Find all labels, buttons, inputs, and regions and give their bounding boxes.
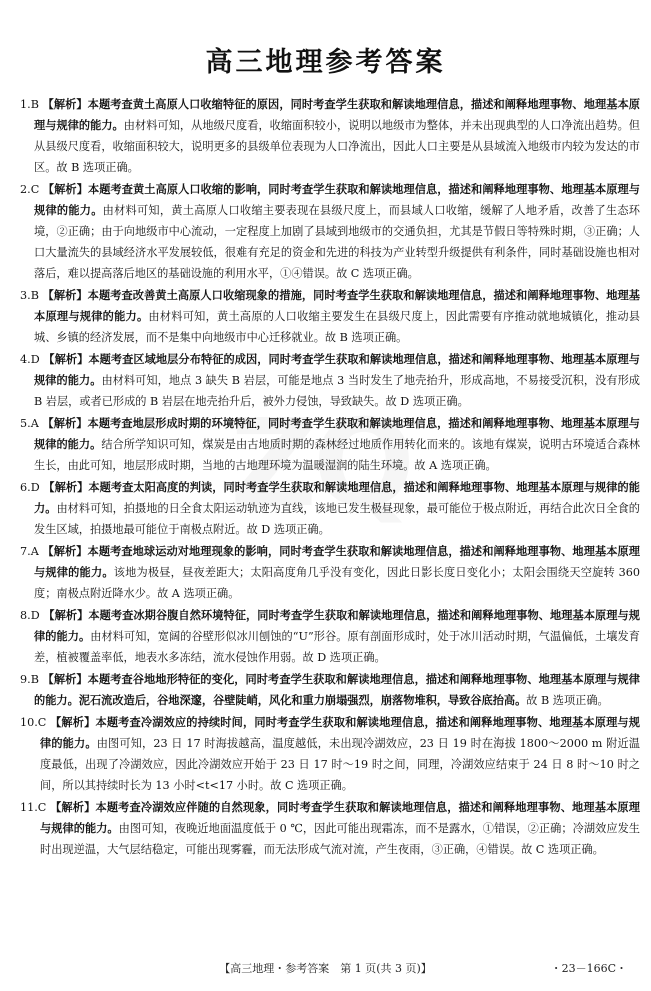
answer-item [20, 541, 640, 604]
answer-choice: B [30, 289, 39, 302]
analysis-text: 由材料可知，黄土高原人口收缩主要表现在县级尺度上，而县域人口收缩，缓解了人地矛盾，改善了生态环境，②正确；由于向地级市中心流动，一定程度上加剧了县域到地级市的交通负担，尤其是节假日等特殊时期，③正确；人口大量流失的县域经济水平发展较低，很难有充足的资金和先进的科技为产业转型升级提供有利条件，同时基础设施也相对落后，难以提高落后地区的基础设施的利用水平，①④错误。故 C 选项正确。 [34, 204, 640, 280]
analysis-text: 由材料可知，从地级尺度看，收缩面积较小，说明以地级市为整体，并未出现典型的人口净流出趋势。但从县级尺度看，收缩面积较大，说明更多的县级单位表现为人口净流出，因此人口主要是从县域流入地级市内较为发达的市区。故 B 选项正确。 [34, 119, 640, 174]
analysis-lead: 本题考查谷地地形特征的变化，同时考查学生获取和解读地理信息，描述和阐释地理事物、地理基本原理与规律的能力。泥石流改造后，谷地深邃，谷壁陡峭，风化和重力崩塌强烈，崩落物堆积，导致谷底抬高。 [34, 672, 640, 707]
answer-choice: B [30, 673, 39, 686]
analysis-tag: 【解析】 [43, 608, 89, 622]
analysis-text: 结合所学知识可知，煤炭是由古地质时期的森林经过地质作用转化而来的。该地有煤炭，说明古环境适合森林生长，由此可知，地层形成时期，当地的古地理环境为温暖湿润的陆生环境。故 A 选项正确。 [34, 438, 640, 472]
analysis-text: 由材料可知，黄土高原的人口收缩主要发生在县级尺度上，因此需要有序推动就地城镇化，推动县城、乡镇的经济发展，而不是集中向地级市中心迁移就业。故 B 选项正确。 [34, 310, 640, 344]
answer-number: 2. [20, 183, 31, 196]
answer-item [20, 605, 640, 668]
answer-item [20, 349, 640, 412]
answer-item [20, 477, 640, 540]
answer-number: 8. [20, 609, 31, 622]
footer-page-info: 【高三地理・参考答案 第 1 页(共 3 页)】 [219, 962, 432, 975]
answer-choice: A [30, 545, 39, 558]
analysis-text: 该地为极昼，昼夜差距大；太阳高度角几乎没有变化，因此日影长度日变化小；太阳会围绕天空旋转 360 度；南极点附近降水少。故 A 选项正确。 [34, 566, 640, 600]
answer-item [20, 712, 640, 796]
analysis-text: 由材料可知，地点 3 缺失 B 岩层，可能是地点 3 当时发生了地壳抬升，形成高地，不易接受沉积，没有形成 B 岩层，或者已形成的 B 岩层在地壳抬升后，被外力侵蚀，导致缺失。故 D 选项正确。 [34, 374, 640, 408]
answer-item [20, 179, 640, 284]
analysis-tag: 【解析】 [42, 416, 88, 430]
answer-item [20, 413, 640, 476]
analysis-lead: 本题考查地球运动对地理现象的影响，同时考查学生获取和解读地理信息，描述和阐释地理事物、地理基本原理与规律的能力。 [34, 544, 640, 579]
answer-item [20, 285, 640, 348]
answer-item [20, 94, 640, 178]
analysis-lead: 本题考查地层形成时期的环境特征，同时考查学生获取和解读地理信息，描述和阐释地理事物、地理基本原理与规律的能力。 [34, 416, 640, 451]
analysis-lead: 本题考查黄土高原人口收缩的影响，同时考查学生获取和解读地理信息，描述和阐释地理事物、地理基本原理与规律的能力。 [34, 182, 640, 217]
answer-number: 9. [20, 673, 31, 686]
answer-number: 5. [20, 417, 31, 430]
analysis-text: 故 B 选项正确。 [526, 694, 609, 707]
page-title: 高三地理参考答案 [205, 47, 446, 78]
analysis-tag: 【解析】 [42, 97, 88, 111]
analysis-text: 由图可知，23 日 17 时海拔越高，温度越低，未出现冷湖效应，23 日 19 时在海拔 1800～2000 m 附近温度最低，出现了冷湖效应，因此冷湖效应开始于 23 日 17 时～19 时之间，同理，冷湖效应结束于 24 日 8 时～10 时之间，所以其持续时长为 13 小时<t<17 小时。故 C 选项正确。 [40, 737, 640, 792]
answer-choice: C [37, 801, 47, 814]
answer-number: 4. [20, 353, 31, 366]
answer-choice: D [30, 353, 40, 366]
answer-choice: A [30, 417, 39, 430]
analysis-lead: 本题考查改善黄土高原人口收缩现象的措施，同时考查学生获取和解读地理信息，描述和阐释地理事物、地理基本原理与规律的能力。 [34, 288, 640, 323]
analysis-lead: 本题考查太阳高度的判读，同时考查学生获取和解读地理信息，描述和阐释地理事物、地理基本原理与规律的能力。 [34, 480, 640, 515]
analysis-lead: 本题考查冰期谷腹自然环境特征，同时考查学生获取和解读地理信息，描述和阐释地理事物、地理基本原理与规律的能力。 [34, 608, 640, 643]
analysis-lead: 本题考查区域地层分布特征的成因，同时考查学生获取和解读地理信息，描述和阐释地理事物、地理基本原理与规律的能力。 [34, 352, 640, 387]
analysis-tag: 【解析】 [42, 182, 88, 196]
answer-choice: C [37, 716, 47, 729]
analysis-tag: 【解析】 [43, 352, 89, 366]
answer-list [20, 94, 640, 861]
analysis-text: 由图可知，夜晚近地面温度低于 0 ℃，因此可能出现霜冻，而不是露水，①错误，②正确；冷湖效应发生时出现逆温，大气层结稳定，可能出现雾霾，而无法形成气流对流，产生夜雨，③正确，④错误。故 C 选项正确。 [40, 822, 640, 856]
answer-number: 10. [20, 716, 38, 729]
analysis-tag: 【解析】 [43, 480, 89, 494]
answer-choice: D [30, 609, 40, 622]
analysis-tag: 【解析】 [42, 544, 88, 558]
footer-code: ・23－166C・ [550, 962, 627, 975]
analysis-tag: 【解析】 [50, 715, 96, 729]
answer-item [20, 797, 640, 860]
analysis-tag: 【解析】 [42, 288, 88, 302]
answer-item [20, 669, 640, 711]
answer-number: 6. [20, 481, 31, 494]
analysis-lead: 本题考查冷湖效应的持续时间，同时考查学生获取和解读地理信息，描述和阐释地理事物、地理基本原理与规律的能力。 [40, 715, 640, 750]
answer-choice: B [30, 98, 39, 111]
answer-number: 7. [20, 545, 31, 558]
answer-number: 11. [20, 801, 38, 814]
analysis-text: 由材料可知，拍摄地的日全食太阳运动轨迹为直线，该地已发生极昼现象，最可能位于极点附近，再结合此次日全食的发生区域，拍摄地最可能位于南极点附近。故 D 选项正确。 [34, 502, 640, 536]
answer-number: 3. [20, 289, 31, 302]
analysis-text: 由材料可知，宽阔的谷壁形似冰川刨蚀的“U”形谷。原有剖面形成时，处于冰川活动时期，气温偏低，土壤发育差，植被覆盖率低，地表水多冻结，流水侵蚀作用弱。故 D 选项正确。 [34, 630, 640, 664]
analysis-tag: 【解析】 [42, 672, 88, 686]
analysis-tag: 【解析】 [50, 800, 96, 814]
answer-number: 1. [20, 98, 31, 111]
answer-choice: D [30, 481, 40, 494]
answer-choice: C [30, 183, 40, 196]
analysis-lead: 本题考查冷湖效应伴随的自然现象，同时考查学生获取和解读地理信息，描述和阐释地理事物、地理基本原理与规律的能力。 [40, 800, 640, 835]
analysis-lead: 本题考查黄土高原人口收缩特征的原因，同时考查学生获取和解读地理信息，描述和阐释地理事物、地理基本原理与规律的能力。 [34, 97, 640, 132]
